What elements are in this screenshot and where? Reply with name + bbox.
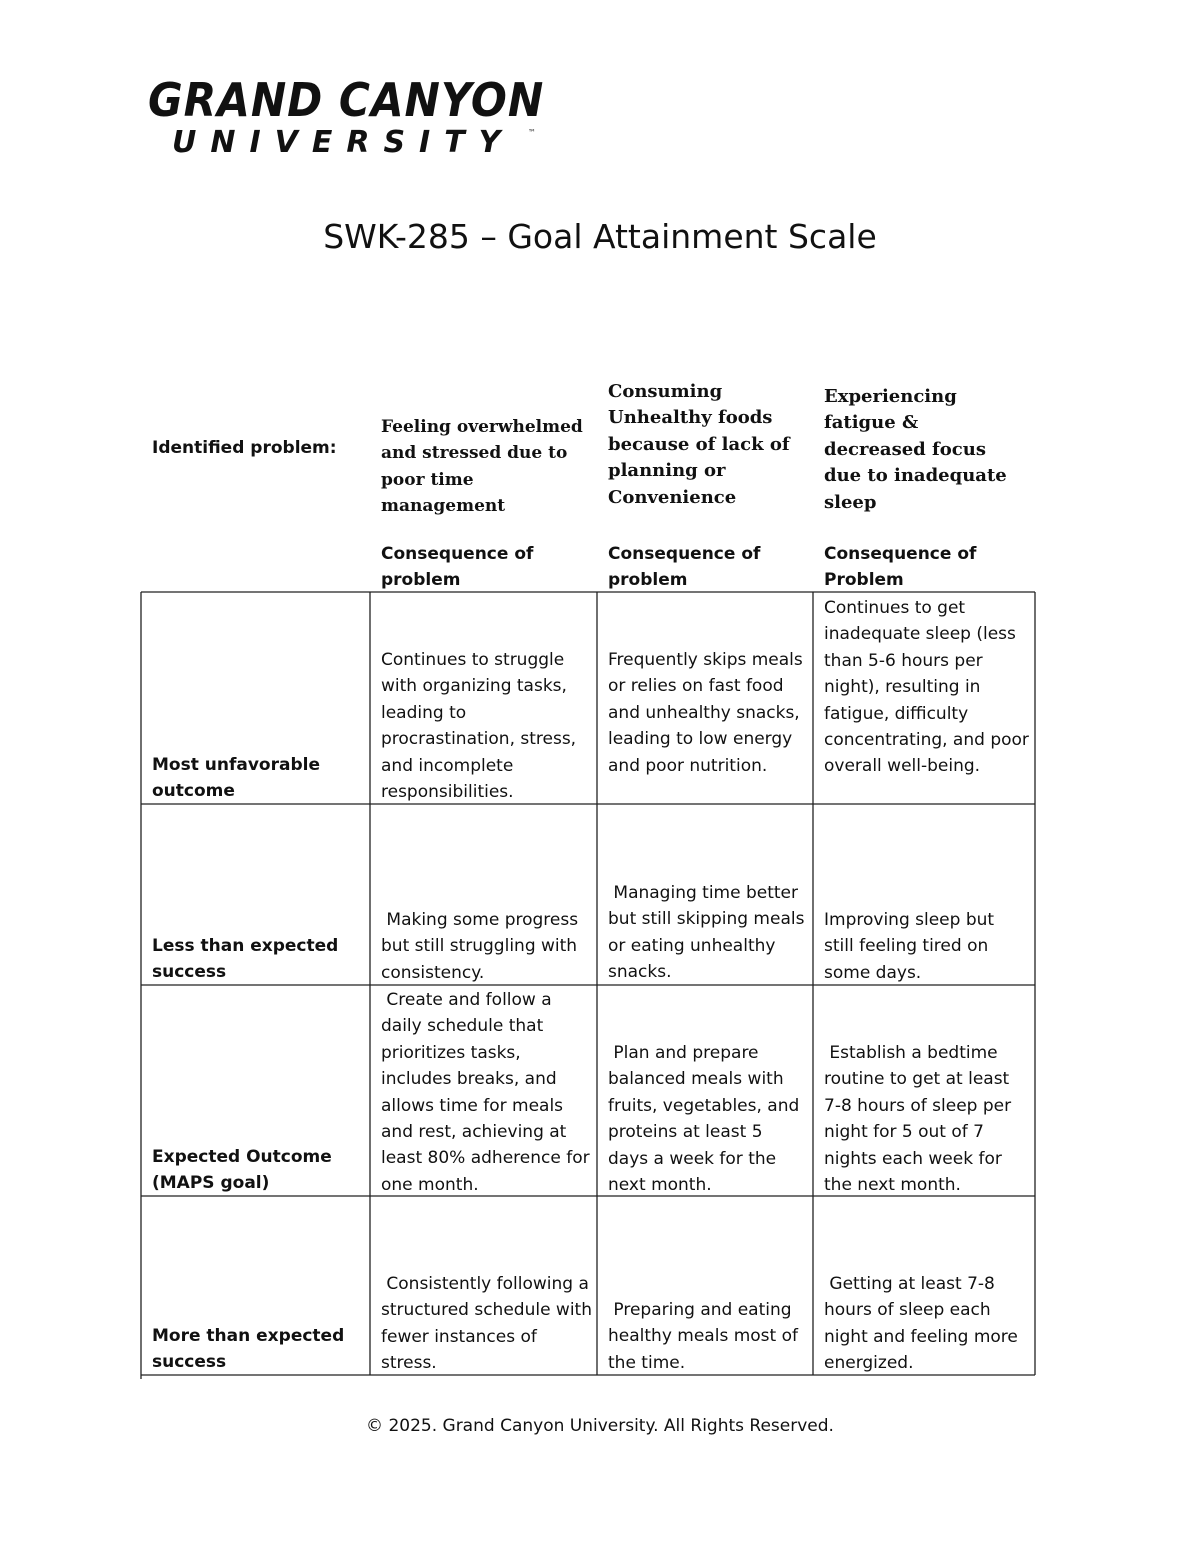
row3-cell-1: Create and follow a daily schedule that prioritizes tasks, includes breaks, and allows time for meals and rest, achieving at least 80% adherence for one month. <box>381 990 595 1195</box>
university-logo <box>148 74 558 164</box>
row4-cell-1: Consistently following a structured schedule with fewer instances of stress. <box>381 1274 598 1374</box>
identified-problem-label: Identified problem: <box>152 438 337 458</box>
row2-cell-3: Improving sleep but still feeling tired on some days. <box>824 910 1000 983</box>
consequence-header-1: Consequence of problem <box>381 544 534 591</box>
row1-cell-3: Continues to get inadequate sleep (less than 5-6 hours per night), resulting in fatigue, difficulty concentrating, and poor overall well-being. <box>824 598 1029 777</box>
page-title: SWK-285 – Goal Attainment Scale <box>323 217 877 256</box>
row2-cell-1: Making some progress but still struggling with consistency. <box>381 910 584 983</box>
row-label-more-than-expected: More than expected success <box>152 1326 345 1373</box>
row4-cell-2: Preparing and eating healthy meals most of the time. <box>608 1300 804 1373</box>
logo-trademark: ™ <box>528 128 536 137</box>
problem-2: Consuming Unhealthy foods because of lack of planning or Convenience <box>608 381 790 508</box>
consequence-header-2: Consequence of problem <box>608 544 761 591</box>
copyright-footer: © 2025. Grand Canyon University. All Rights Reserved. <box>366 1416 834 1436</box>
problem-3: Experiencing fatigue & decreased focus due to inadequate sleep <box>824 386 1007 513</box>
logo-line-1: GRAND CANYON <box>148 73 545 127</box>
row4-cell-3: Getting at least 7-8 hours of sleep each night and feeling more energized. <box>824 1274 1024 1374</box>
row-label-less-than-expected: Less than expected success <box>152 936 339 983</box>
row1-cell-2: Frequently skips meals or relies on fast food and unhealthy snacks, leading to low energy and poor nutrition. <box>608 650 803 776</box>
row-label-most-unfavorable: Most unfavorable outcome <box>152 755 320 802</box>
logo-line-2: UNIVERSITY <box>172 125 515 160</box>
row-label-expected-outcome: Expected Outcome (MAPS goal) <box>152 1147 332 1194</box>
row3-cell-2: Plan and prepare balanced meals with fruits, vegetables, and proteins at least 5 days a week for the next month. <box>608 1043 805 1196</box>
problem-1: Feeling overwhelmed and stressed due to poor time management <box>381 417 583 517</box>
row2-cell-2: Managing time better but still skipping meals or eating unhealthy snacks. <box>608 883 810 983</box>
row3-cell-3: Establish a bedtime routine to get at least 7-8 hours of sleep per night for 5 out of 7 nights each week for the next month. <box>824 1043 1017 1196</box>
consequence-header-3: Consequence of Problem <box>824 544 977 591</box>
row1-cell-1: Continues to struggle with organizing tasks, leading to procrastination, stress, and incomplete responsibilities. <box>381 650 577 803</box>
